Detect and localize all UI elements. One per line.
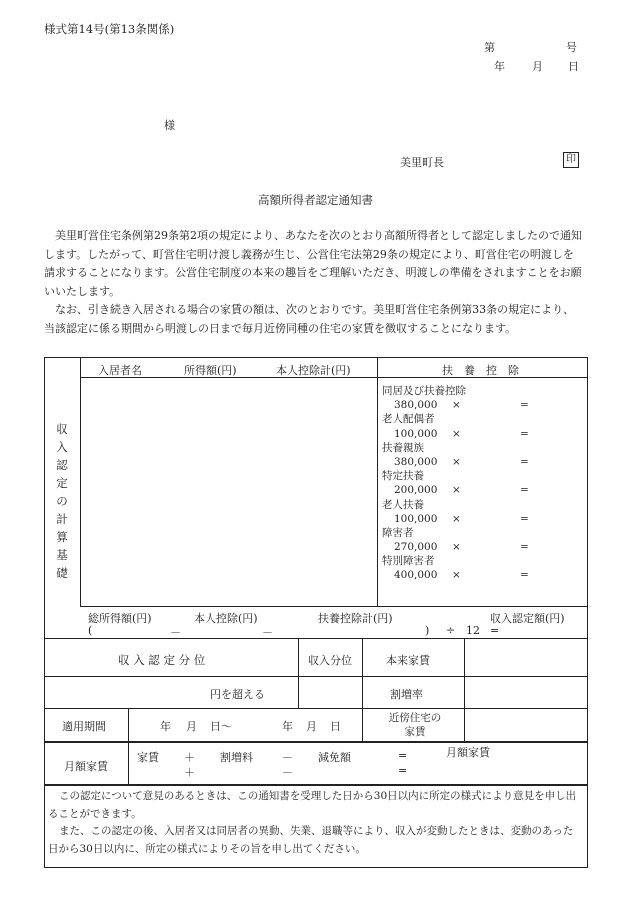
col-dependent-deduction: 扶 養 控 除 xyxy=(442,364,519,377)
income-class-header: 収 入 認 定 分 位 xyxy=(118,653,206,667)
formula-minus-1: － xyxy=(170,626,181,639)
formula-open-paren: ( xyxy=(88,624,93,637)
body-text xyxy=(44,227,584,338)
formula-minus-2: － xyxy=(262,626,273,639)
dependent-total-label: 扶養控除計(円) xyxy=(318,612,393,625)
over-amount-text: 円を超える xyxy=(210,688,265,701)
col-income-amount: 所得額(円) xyxy=(184,364,237,377)
equals-sign-1: = xyxy=(398,749,408,762)
reduction-label: 減免額 xyxy=(318,751,351,764)
page-title: 高額所得者認定通知書 xyxy=(258,193,373,207)
date-day: 日 xyxy=(568,60,579,73)
period-start-day: 日～ xyxy=(210,720,232,733)
base-rent-header: 本来家賃 xyxy=(386,654,430,667)
period-start-month: 月 xyxy=(186,720,197,733)
surcharge-label: 割増料 xyxy=(220,751,253,764)
formula-divide: ÷ xyxy=(446,624,456,637)
form-number: 様式第14号(第13条関係) xyxy=(44,22,175,36)
doc-number-prefix: 第 xyxy=(484,41,495,54)
doc-number-suffix: 号 xyxy=(566,41,577,54)
issuer-name: 美里町長 xyxy=(400,156,444,169)
rent-word: 家賃 xyxy=(137,751,159,764)
col-self-deduction: 本人控除計(円) xyxy=(276,364,351,377)
period-label: 適用期間 xyxy=(62,720,106,733)
formula-close-paren: ) xyxy=(425,624,430,637)
recognized-income-label: 収入認定額(円) xyxy=(490,612,565,625)
total-income-label: 総所得額(円) xyxy=(88,612,152,625)
surcharge-rate-label: 割増率 xyxy=(390,688,423,701)
equals-sign-2: = xyxy=(398,764,408,777)
note-2: また、この認定の後、入居者又は同居者の異動、失業、退職等により、収入が変動したときは、変動のあった日から30日以内に、所定の様式によりその旨を申し出てください。 xyxy=(48,825,574,855)
formula-twelve: 12 xyxy=(466,624,480,637)
self-deduction-label: 本人控除(円) xyxy=(194,612,258,625)
plus-sign-2: ＋ xyxy=(184,766,195,779)
monthly-rent-label: 月額家賃 xyxy=(64,760,108,773)
calc-basis-label: 収入認定の計算基礎 xyxy=(56,422,68,580)
body-paragraph-1: 美里町営住宅条例第29条第2項の規定により、あなたを次のとおり高額所得者として認定しましたので通知します。したがって、町営住宅明け渡し義務が生じ、公営住宅法第29条の規定により、町営住宅の明渡しを請求することになります。公営住宅制度の本来の趣旨をご理解いただき、明渡しの準備をされますことをお願いいたします。 xyxy=(44,229,582,298)
period-end-year: 年 xyxy=(282,720,293,733)
plus-sign-1: ＋ xyxy=(184,751,195,764)
seal-mark: 印 xyxy=(563,152,579,168)
formula-equals: = xyxy=(490,624,500,637)
minus-sign-2: － xyxy=(282,766,293,779)
date-year: 年 xyxy=(494,60,505,73)
date-month: 月 xyxy=(532,60,543,73)
period-end-day: 日 xyxy=(330,720,341,733)
period-start-year: 年 xyxy=(160,720,171,733)
period-end-month: 月 xyxy=(306,720,317,733)
monthly-rent-result: 月額家賃 xyxy=(446,746,490,759)
income-rank-header: 収入分位 xyxy=(308,654,352,667)
monthly-rent-table xyxy=(44,741,588,786)
addressee-suffix: 様 xyxy=(164,119,175,132)
notes-text xyxy=(48,788,580,858)
minus-sign-1: － xyxy=(282,751,293,764)
note-1: この認定について意見のあるときは、この通知書を受理した日から30日以内に所定の様式により意見を申し出ることができます。 xyxy=(48,790,577,820)
nearby-rent-label: 近傍住宅の家賃 xyxy=(388,712,442,738)
col-resident-name: 入居者名 xyxy=(98,364,142,377)
body-paragraph-2: なお、引き続き入居される場合の家賃の額は、次のとおりです。美里町営住宅条例第33条の規定により、当該認定に係る期間から明渡しの日まで毎月近傍同種の住宅の家賃を徴収することになります。 xyxy=(44,303,575,335)
income-calculation-table xyxy=(44,357,588,639)
